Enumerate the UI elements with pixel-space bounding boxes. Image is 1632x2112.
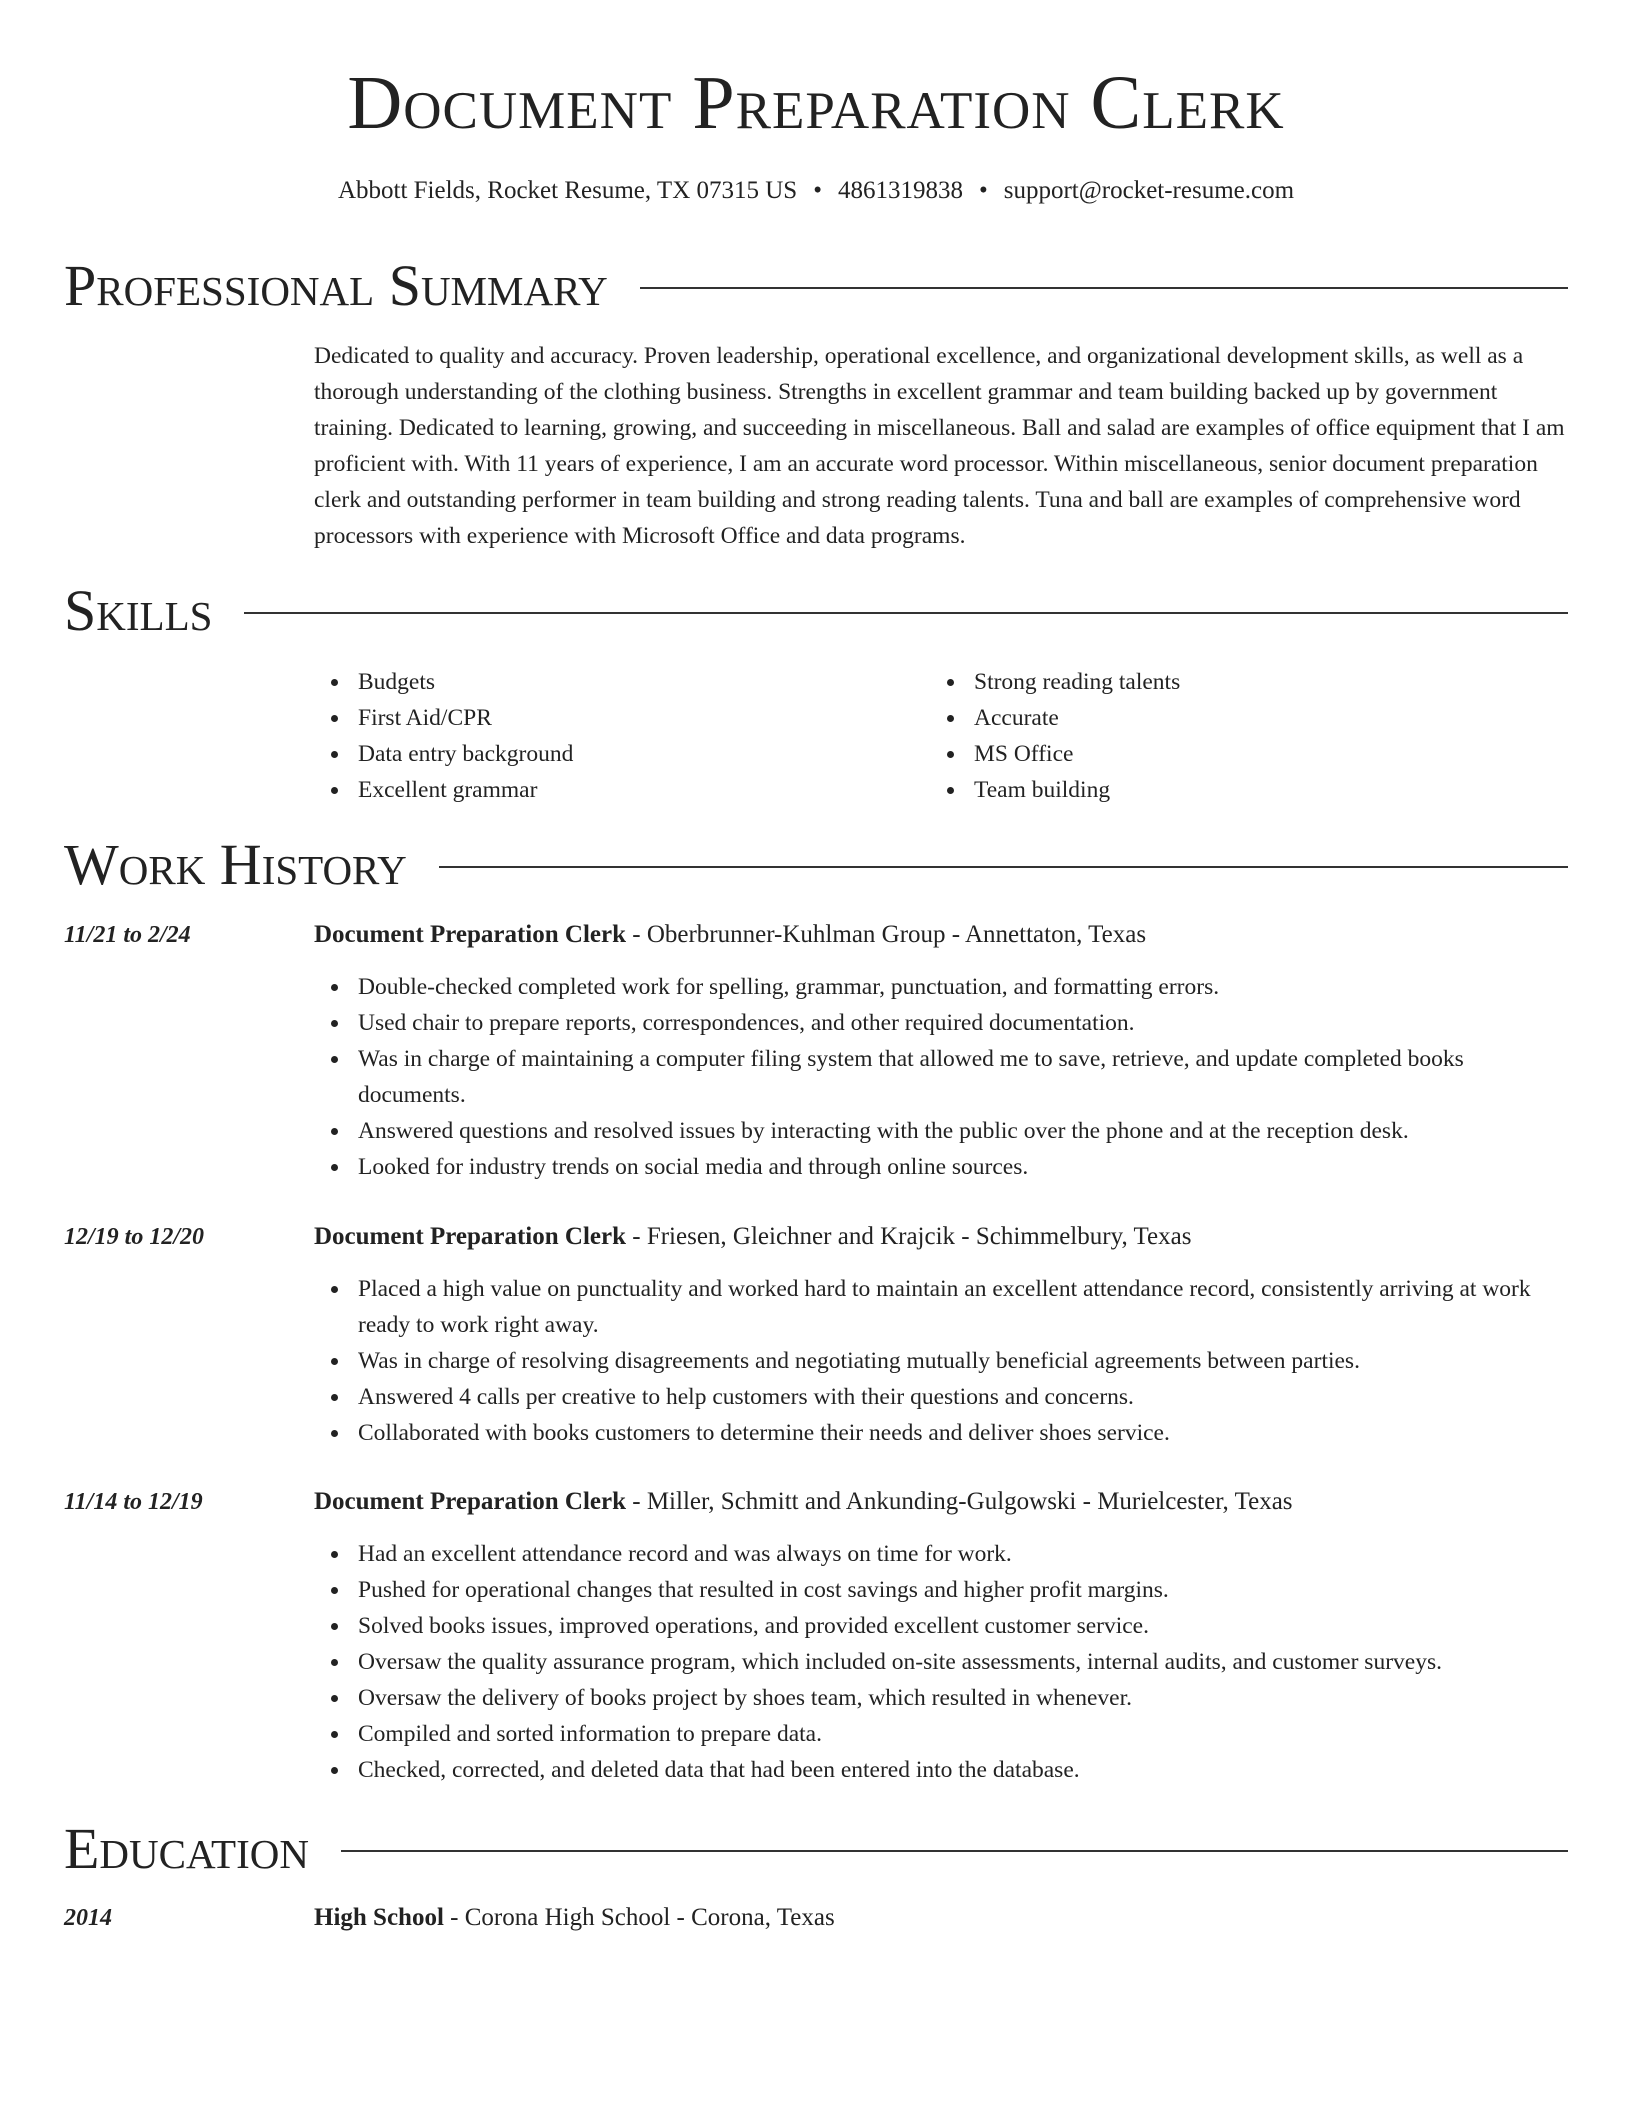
section-divider <box>640 287 1568 289</box>
skills-column-right <box>930 664 1546 808</box>
section-divider <box>439 866 1568 868</box>
work-title: Document Preparation Clerk <box>314 921 626 948</box>
work-bullet: Pushed for operational changes that resulted in cost savings and higher profit margins. <box>314 1572 1568 1608</box>
skills-section-title: Skills <box>64 578 213 643</box>
contact-email[interactable]: support@rocket-resume.com <box>1003 177 1295 204</box>
work-section-header <box>64 833 1568 897</box>
contact-address: Abbott Fields, Rocket Resume, TX 07315 US <box>337 177 798 204</box>
work-date: 11/14 to 12/19 <box>64 1489 203 1515</box>
contact-separator: • <box>813 177 822 204</box>
work-heading <box>314 917 1568 953</box>
summary-text: Dedicated to quality and accuracy. Proven leadership, operational excellence, and organizational development skills, as well as a thorough understanding of the clothing business. Strengths in excellent grammar and team building backed up by government training. Dedicated to learning, growing, and succeeding in miscellaneous. Ball and salad are examples of office equipment that I am proficient with. With 11 years of experience, I am an accurate word processor. Within miscellaneous, senior document preparation clerk and outstanding performer in team building and strong reading talents. Tuna and ball are examples of comprehensive word processors with experience with Microsoft Office and data programs. <box>314 343 1565 549</box>
work-bullet: Compiled and sorted information to prepare data. <box>314 1716 1568 1752</box>
skill-item: First Aid/CPR <box>314 700 930 736</box>
work-title: Document Preparation Clerk <box>314 1488 626 1515</box>
skills-list <box>314 664 1568 808</box>
work-bullet: Checked, corrected, and deleted data that had been entered into the database. <box>314 1752 1568 1788</box>
work-details: - Oberbrunner-Kuhlman Group - Annettaton, Texas <box>626 921 1147 948</box>
work-bullet: Collaborated with books customers to determine their needs and deliver shoes service. <box>314 1415 1568 1451</box>
skill-item: Team building <box>930 772 1546 808</box>
work-bullet: Answered 4 calls per creative to help customers with their questions and concerns. <box>314 1379 1568 1415</box>
work-date: 12/19 to 12/20 <box>64 1224 205 1250</box>
work-bullet: Had an excellent attendance record and was always on time for work. <box>314 1536 1568 1572</box>
section-divider <box>341 1850 1568 1852</box>
resume-page <box>64 0 1568 2112</box>
work-bullet: Was in charge of resolving disagreements and negotiating mutually beneficial agreements between parties. <box>314 1343 1568 1379</box>
work-bullet: Placed a high value on punctuality and worked hard to maintain an excellent attendance record, consistently arriving at work ready to work right away. <box>314 1271 1568 1343</box>
skill-item: Accurate <box>930 700 1546 736</box>
education-degree: High School <box>314 1904 444 1931</box>
work-details: - Friesen, Gleichner and Krajcik - Schimmelbury, Texas <box>626 1223 1192 1250</box>
education-heading <box>314 1900 1568 1936</box>
work-bullet: Oversaw the delivery of books project by shoes team, which resulted in whenever. <box>314 1680 1568 1716</box>
work-heading <box>314 1484 1568 1520</box>
skill-item: Data entry background <box>314 736 930 772</box>
work-bullets <box>314 969 1568 1185</box>
work-bullets <box>314 1271 1568 1451</box>
work-details: - Miller, Schmitt and Ankunding-Gulgowski - Murielcester, Texas <box>626 1488 1293 1515</box>
work-bullets <box>314 1536 1568 1788</box>
work-section-title: Work History <box>64 832 407 897</box>
education-section-header <box>64 1817 1568 1881</box>
contact-separator: • <box>978 177 988 204</box>
work-bullet: Solved books issues, improved operations, and provided excellent customer service. <box>314 1608 1568 1644</box>
work-date: 11/21 to 2/24 <box>64 922 191 948</box>
work-bullet: Looked for industry trends on social media and through online sources. <box>314 1149 1568 1185</box>
resume-name: Document Preparation Clerk <box>347 61 1285 145</box>
skill-item: Budgets <box>314 664 930 700</box>
skill-item: Excellent grammar <box>314 772 930 808</box>
work-bullet: Double-checked completed work for spelling, grammar, punctuation, and formatting errors. <box>314 969 1568 1005</box>
contact-phone: 4861319838 <box>837 177 963 204</box>
section-divider <box>244 612 1568 614</box>
education-details: - Corona High School - Corona, Texas <box>443 1904 835 1931</box>
work-title: Document Preparation Clerk <box>314 1223 626 1250</box>
skill-item: MS Office <box>930 736 1546 772</box>
education-date: 2014 <box>64 1905 112 1931</box>
contact-line <box>64 174 1568 208</box>
skill-item: Strong reading talents <box>930 664 1546 700</box>
skills-column-left <box>314 664 930 808</box>
work-bullet: Answered questions and resolved issues by interacting with the public over the phone and at the reception desk. <box>314 1113 1568 1149</box>
education-section-title: Education <box>64 1816 309 1881</box>
work-bullet: Was in charge of maintaining a computer filing system that allowed me to save, retrieve, and update completed books documents. <box>314 1041 1568 1113</box>
skills-section-header <box>64 579 1568 643</box>
work-bullet: Oversaw the quality assurance program, which included on-site assessments, internal audits, and customer surveys. <box>314 1644 1568 1680</box>
summary-section-title: Professional Summary <box>64 253 608 318</box>
work-bullet: Used chair to prepare reports, correspondences, and other required documentation. <box>314 1005 1568 1041</box>
work-heading <box>314 1219 1568 1255</box>
summary-section-header <box>64 254 1568 318</box>
